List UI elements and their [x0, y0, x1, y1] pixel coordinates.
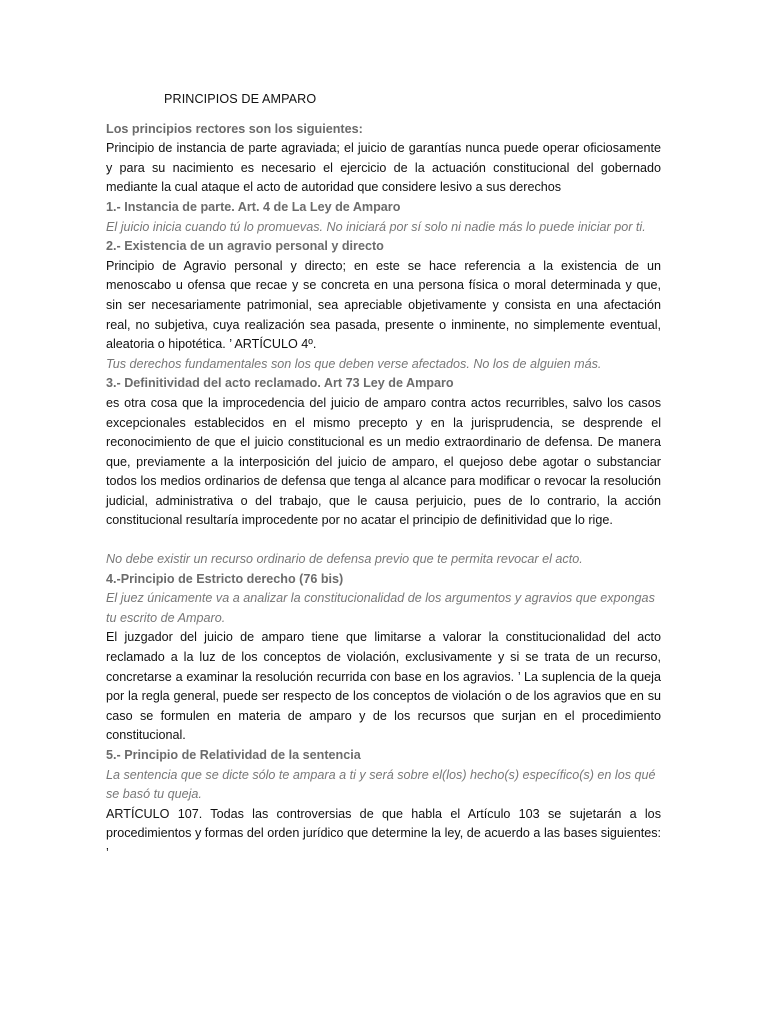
section-2-heading: 2.- Existencia de un agravio personal y directo — [106, 239, 384, 254]
section-4-note: El juez únicamente va a analizar la constitucionalidad de los argumentos y agravios que expongas tu escrito de Amparo. — [106, 591, 655, 625]
section-3-body: es otra cosa que la improcedencia del juicio de amparo contra actos recurribles, salvo los casos excepcionales establecidos en el mismo precepto y en la jurisprudencia, se desprende el reconocimiento de que el juicio constitucional es un medio extraordinario de defensa. De manera que, previamente a la interposición del juicio de amparo, el quejoso debe agotar o substanciar todos los medios ordinarios de defensa que tenga al alcance para modificar o revocar la resolución judicial, administrativa o del trabajo, que le causa perjuicio, pues de lo contrario, la acción constitucional resultaría improcedente por no acatar el principio de definitividad que lo rige. — [106, 395, 661, 528]
section-5-body: ARTÍCULO 107. Todas las controversias de que habla el Artículo 103 se sujetarán a los procedimientos y formas del orden jurídico que determine la ley, de acuerdo a las bases siguientes: ’ — [106, 806, 661, 860]
section-3-note: No debe existir un recurso ordinario de defensa previo que te permita revocar el acto. — [106, 552, 583, 567]
section-4-heading: 4.-Principio de Estricto derecho (76 bis) — [106, 571, 344, 586]
section-2-note: Tus derechos fundamentales son los que deben verse afectados. No los de alguien más. — [106, 356, 602, 371]
section-4-body: El juzgador del juicio de amparo tiene que limitarse a valorar la constitucionalidad del acto reclamado a la luz de los conceptos de violación, exclusivamente y si se trata de un recurso, concretarse a examinar la resolución recurrida con base en los agravios. ’ La suplencia de la queja por la regla general, puede ser respecto de los conceptos de violación o de los agravios que en su caso se formulen en materia de amparo y de los recursos que surjan en el procedimiento constitucional. — [106, 630, 661, 743]
section-3-heading: 3.- Definitividad del acto reclamado. Art 73 Ley de Amparo — [106, 376, 454, 391]
section-5-note: La sentencia que se dicte sólo te ampara a ti y será sobre el(los) hecho(s) específico(s) en los qué se basó tu queja. — [106, 767, 656, 802]
section-1-heading: 1.- Instancia de parte. Art. 4 de La Ley de Amparo — [106, 199, 401, 214]
document-page — [106, 90, 661, 864]
intro-paragraph: Principio de instancia de parte agraviada; el juicio de garantías nunca puede operar oficiosamente y para su nacimiento es necesario el ejercicio de la actuación constitucional del gobernado mediante la cual ataque el acto de autoridad que considere lesivo a sus derechos — [106, 141, 661, 195]
document-title: PRINCIPIOS DE AMPARO — [164, 92, 317, 106]
section-5-heading: 5.- Principio de Relatividad de la sentencia — [106, 748, 361, 762]
intro-heading: Los principios rectores son los siguientes: — [106, 121, 363, 136]
section-1-note: El juicio inicia cuando tú lo promuevas. No iniciará por sí solo ni nadie más lo puede iniciar por ti. — [106, 219, 646, 234]
paragraph-gap — [106, 531, 661, 550]
section-2-body: Principio de Agravio personal y directo; en este se hace referencia a la existencia de un menoscabo u ofensa que recae y se concreta en una persona física o moral determinada y que, sin ser necesariamente patrimonial, sea apreciable objetivamente y consista en una afectación real, no subjetiva, cuya realización sea pasada, presente o inminente, no simplemente eventual, aleatoria o hipotética. ’ ARTÍCULO 4º. — [106, 258, 661, 352]
